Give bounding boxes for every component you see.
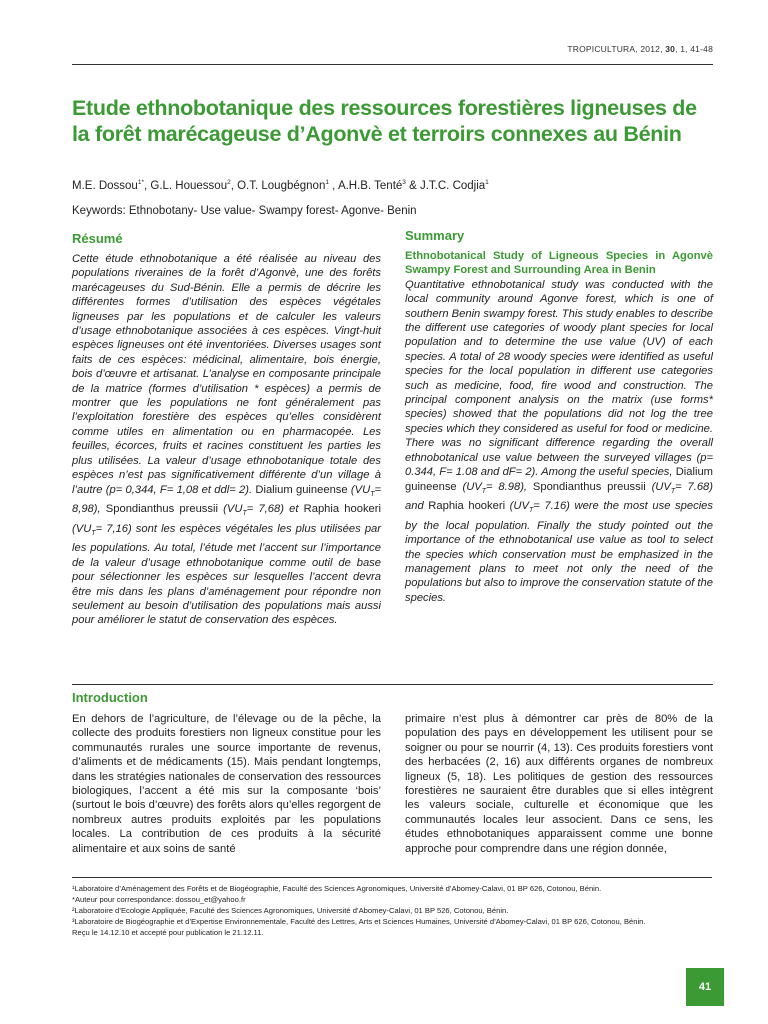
author: O.T. Lougbégnon [237, 180, 326, 192]
footnote: *Auteur pour correspondance: dossou_et@yahoo.fr [72, 895, 246, 904]
author-affiliation: 2 [227, 179, 231, 186]
author-affiliation: 1* [137, 179, 144, 186]
author: J.T.C. Codjia [419, 180, 486, 192]
author-separator: , [143, 180, 151, 192]
species-name: Dialium guineense [255, 483, 348, 496]
author: G.L. Houessou [150, 180, 228, 192]
author-separator: , [230, 180, 238, 192]
use-value-label: (UV [505, 500, 529, 513]
journal-reference [567, 44, 713, 54]
use-value: = 7.16) were the most use species by the local population. Finally the study pointed out the importance of the ethnobotanical use value as tool to select the species which conservation must be emphasized in the management plans to meet not only the need of the populations but also to improve the conservation statute of the species. [405, 500, 713, 604]
introduction-heading: Introduction [72, 690, 148, 705]
author: M.E. Dossou [72, 180, 138, 192]
paper-title: Etude ethnobotanique des ressources forestières ligneuses de la forêt marécageuse d’Agonvè et terroirs connexes au Bénin [72, 96, 697, 146]
journal-issue-pages: , 1, 41-48 [675, 44, 713, 54]
author: A.H.B. Tenté [337, 180, 403, 192]
species-name: Raphia hookeri [303, 503, 381, 516]
footnote-rule [72, 877, 712, 878]
use-value: = 7,68) et [246, 503, 304, 516]
species-name: Raphia hookeri [428, 500, 506, 513]
summary-heading: Summary [405, 228, 465, 243]
summary-block [405, 249, 713, 605]
use-value-subscript: T [242, 510, 247, 518]
author-separator: & [405, 180, 420, 192]
use-value-subscript: T [481, 487, 487, 495]
species-name: Dialium guineense [405, 466, 713, 493]
page-number: 41 [686, 968, 724, 1006]
use-value: = 7,16) sont les espèces végétales les plus utilisées par les populations. Au total, l’étude met l’accent sur l’importance de la valeur d’usage ethnobotanique comme outil de base pour sélectionner les espèces sur lesquelles l’accent devra être mis dans les plans d’aménagement pour répondre non seulement au besoin d’utilisation des populations mais aussi pour améliorer le statut de conservation des espèces. [72, 522, 381, 627]
use-value-label: (VU [347, 483, 371, 496]
keywords: Keywords: Ethnobotany- Use value- Swampy forest- Agonve- Benin [72, 205, 417, 217]
author-affiliation: 3 [402, 179, 406, 186]
use-value-label: (UV [645, 480, 671, 493]
resume-paragraph: Cette étude ethnobotanique a été réalisée au niveau des populations riveraines de la forêt d’Agonvè, une des forêts marécageuses du Sud-Bénin. Elle a permis de décrire les différentes formes d’utilisation des espèces végétales ligneuses par les populations et de calculer les valeurs d’usage ethnobotanique associées à ces espèces. Vingt-huit espèces ligneuses ont été inventoriées. Diverses usages sont faits de ces espèces: médicinal, alimentaire, bois énergie, bois d’œuvre et artisanat. L’analyse en composante principale de la matrice (formes d’utilisation * espèces) a permis de montrer que les populations ne font généralement pas l’exploitation forestière des espèces qu’elles considèrent comme utiles en alimentation ou en pharmacopée. Les feuilles, écorces, fruits et racines constituent les parties les plus utilisées. La valeur d’usage ethnobotanique totale des espèces n’est pas significativement différente d’un village à l’autre (p= 0,344, F= 1,08 et ddl= 2). [72, 253, 381, 496]
author-list [72, 179, 489, 192]
resume-text [72, 252, 381, 628]
species-name: Spondianthus preussii [105, 503, 218, 516]
use-value-label: (VU [217, 503, 243, 516]
footnote: ³Laboratoire de Biogéographie et d’Expertise Environnementale, Faculté des Lettres, Arts et Sciences Humaines, Université d’Abomey-Calavi, 01 BP 626, Cotonou, Bénin. [72, 917, 646, 926]
use-value: = 7.68) and [405, 480, 714, 513]
summary-paragraph: Quantitative ethnobotanical study was conducted with the local community around Agonve forest, which is one of southern Benin swampy forest. This study enables to describe the different use categories of woody plant species for local population and to determine the use value (UV) of each species. A total of 28 woody species were identified as useful species for the local population in different use categories such as medicine, food, fire wood and construction. The principal component analysis on the matrix (use forms* species) showed that the populations did not log the tree species which they considered as useful for food or medicine. There was no significant difference regarding the overall ethnobotanical use value between the surveyed villages (p= 0.344, F= 1.08 and dF= 2). Among the useful species, [405, 278, 713, 479]
use-value: = 8,98), [72, 483, 382, 516]
section-rule [72, 684, 713, 685]
footnote: ²Laboratoire d’Ecologie Appliquée, Faculté des Sciences Agronomiques, Université d’Abomey-Calavi, 01 BP 526, Cotonou, Bénin. [72, 906, 509, 915]
author-separator: , [328, 180, 338, 192]
journal-name: TROPICULTURA, 2012, [567, 44, 666, 54]
footnote: ¹Laboratoire d’Aménagement des Forêts et de Biogéographie, Faculté des Sciences Agronomiques, Université d’Abomey-Calavi, 01 BP 626, Cotonou, Bénin. [72, 884, 602, 893]
introduction-right-column: primaire n’est plus à démontrer car près de 80% de la population des pays en développement les utilisent pour se soigner ou pour se nourrir (4, 13). Ces produits forestiers vont des herbacées (2, 16) aux différents organes de nombreux ligneux (5, 18). Les politiques de gestion des ressources forestières ne sauraient être durables que si elles intègrent les valeurs sociale, culturelle et économique que les communautés locales leur associent. Dans ce sens, les études ethnobotaniques apparaissent comme une bonne approche pour comprendre dans une région donnée, [405, 713, 713, 855]
english-title: Ethnobotanical Study of Ligneous Species in Agonvè Swampy Forest and Surrounding Area in Benin [405, 250, 713, 277]
species-name: Spondianthus preussii [532, 480, 646, 493]
resume-heading: Résumé [72, 231, 123, 246]
use-value-subscript: T [670, 487, 676, 495]
footnote: Reçu le 14.12.10 et accepté pour publication le 21.12.11. [72, 928, 264, 937]
use-value-subscript: T [528, 507, 534, 515]
summary-text [405, 278, 713, 605]
introduction-left-column: En dehors de l’agriculture, de l’élevage ou de la pêche, la collecte des produits forestiers non ligneux constitue pour les communautés rurales une source importante de revenus, d’aliments et de médicaments (15). Mais pendant longtemps, dans les stratégies nationales de conservation des ressources biologiques, l’accent a été mis sur la composante ‘bois’ (surtout le bois d’œuvre) des forêts alors qu’elles regorgent de nombreux autres produits exploités par les populations locales. La contribution de ces produits à la sécurité alimentaire et aux soins de santé [72, 713, 381, 855]
author-affiliation: 1 [485, 179, 489, 186]
use-value-subscript: T [91, 530, 96, 538]
use-value-subscript: T [370, 490, 375, 498]
use-value: = 8.98), [486, 480, 533, 493]
author-affiliation: 1 [325, 179, 329, 186]
use-value-label: (VU [72, 522, 92, 535]
header-rule [72, 64, 713, 65]
journal-volume: 30 [665, 44, 676, 54]
footnotes [72, 883, 713, 938]
use-value-label: (UV [456, 480, 482, 493]
